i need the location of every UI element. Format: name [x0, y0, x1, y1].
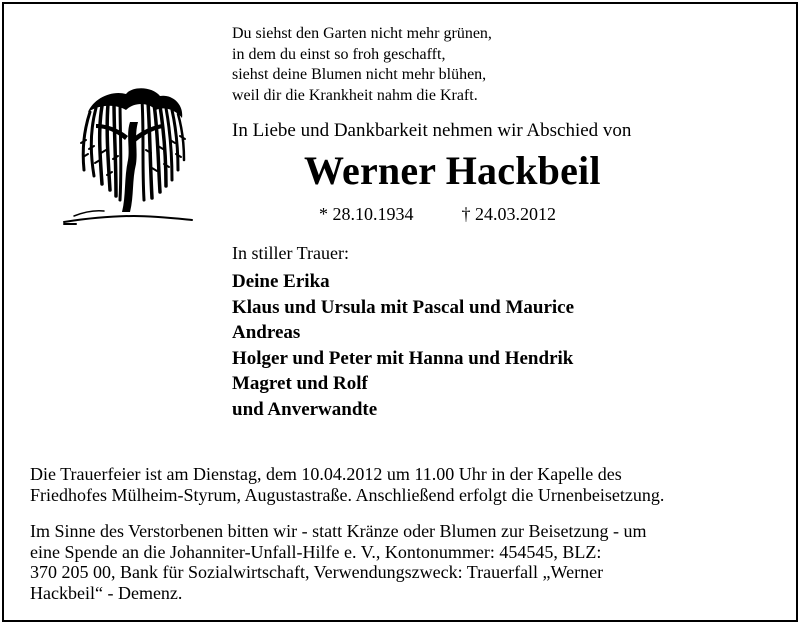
- donation-line: Im Sinne des Verstorbenen bitten wir - statt Kränze oder Blumen zur Beisetzung - um: [30, 521, 647, 541]
- poem-line: weil dir die Krankheit nahm die Kraft.: [232, 86, 478, 104]
- death-date: † 24.03.2012: [461, 204, 556, 224]
- obituary-notice: [2, 2, 798, 622]
- weeping-willow-icon: [60, 80, 200, 230]
- intro-text: In Liebe und Dankbarkeit nehmen wir Abschied von: [232, 120, 632, 141]
- poem-line: Du siehst den Garten nicht mehr grünen,: [232, 25, 492, 42]
- poem-line: siehst deine Blumen nicht mehr blühen,: [232, 66, 487, 83]
- mourner: Andreas: [232, 322, 301, 343]
- mourners-list: [232, 269, 574, 422]
- mourner: Deine Erika: [232, 271, 330, 292]
- mourning-label: In stiller Trauer:: [232, 243, 349, 263]
- donation-line: Hackbeil“ - Demenz.: [30, 582, 183, 603]
- donation-line: 370 205 00, Bank für Sozialwirtschaft, Verwendungszweck: Trauerfall „Werner: [30, 562, 604, 582]
- mourner: und Anverwandte: [232, 398, 378, 420]
- poem: [232, 24, 632, 106]
- mourner: Holger und Peter mit Hanna und Hendrik: [232, 347, 574, 369]
- funeral-line: Friedhofes Mülheim-Styrum, Augustastraße. Anschließend erfolgt die Urnenbeisetzung.: [30, 484, 665, 505]
- funeral-line: Die Trauerfeier ist am Dienstag, dem 10.04.2012 um 11.00 Uhr in der Kapelle des: [30, 464, 622, 484]
- funeral-info: [30, 464, 790, 505]
- mourner: Klaus und Ursula mit Pascal und Maurice: [232, 296, 575, 318]
- poem-line: in dem du einst so froh geschafft,: [232, 45, 446, 63]
- life-dates: [319, 204, 556, 225]
- donation-info: [30, 521, 790, 603]
- donation-line: eine Spende an die Johanniter-Unfall-Hilfe e. V., Kontonummer: 454545, BLZ:: [30, 541, 602, 562]
- birth-date: * 28.10.1934: [319, 204, 414, 224]
- mourner: Magret und Rolf: [232, 373, 368, 394]
- deceased-name: Werner Hackbeil: [304, 148, 601, 193]
